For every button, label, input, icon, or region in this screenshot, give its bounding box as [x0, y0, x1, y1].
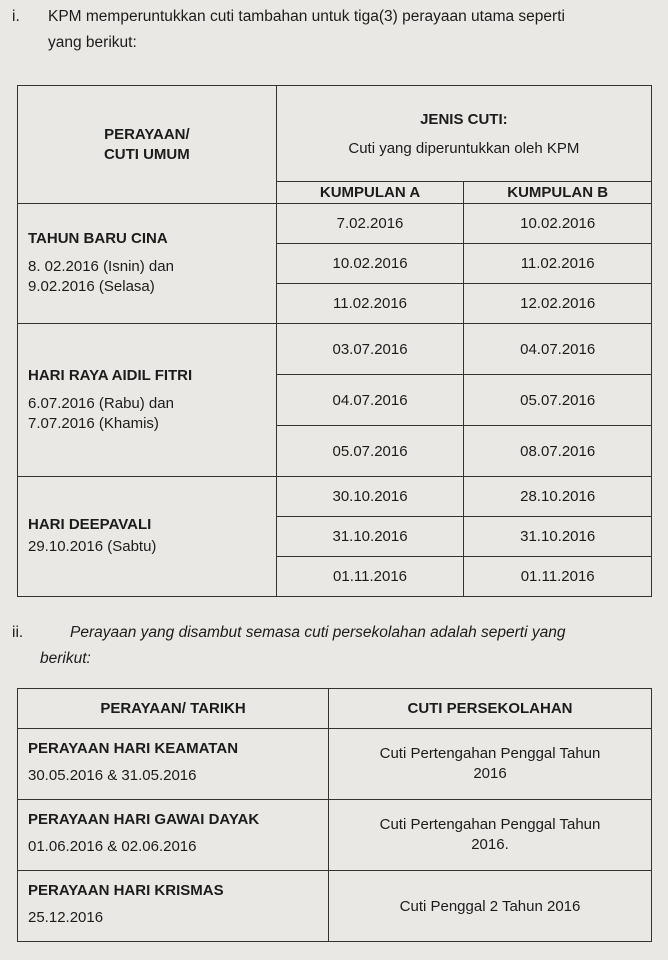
section-2-number: ii. [12, 624, 24, 641]
festival-column-header [18, 86, 277, 204]
section-2-intro [12, 620, 662, 672]
festival-date-line-1: 29.10.2016 (Sabtu) [28, 538, 157, 555]
festival-cell [18, 477, 277, 597]
leave-type-title: JENIS CUTI: [420, 110, 508, 128]
school-holiday-header: CUTI PERSEKOLAHAN [329, 689, 652, 729]
group-b-date: 31.10.2016 [464, 517, 652, 557]
holiday-line-2: 2016. [471, 836, 509, 853]
section-1-number: i. [12, 8, 20, 25]
group-b-date: 05.07.2016 [464, 375, 652, 426]
section-1-line-2: yang berikut: [48, 34, 137, 51]
festival-name: PERAYAAN HARI KRISMAS [28, 882, 224, 899]
group-b-header: KUMPULAN B [464, 182, 652, 204]
section-2-line-2: berikut: [40, 650, 91, 667]
group-a-date: 11.02.2016 [276, 284, 464, 324]
section-1-line-1: KPM memperuntukkan cuti tambahan untuk tiga(3) perayaan utama seperti [48, 8, 565, 25]
festival-name: HARI DEEPAVALI [28, 516, 152, 533]
festival-cell [18, 800, 329, 871]
leave-type-header [276, 86, 651, 182]
group-a-date: 30.10.2016 [276, 477, 464, 517]
group-b-date: 04.07.2016 [464, 324, 652, 375]
group-a-date: 7.02.2016 [276, 204, 464, 244]
festival-dates: 01.06.2016 & 02.06.2016 [28, 838, 197, 855]
group-a-date: 04.07.2016 [276, 375, 464, 426]
holiday-line-1: Cuti Pertengahan Penggal Tahun [379, 816, 601, 833]
group-a-date: 10.02.2016 [276, 244, 464, 284]
school-holiday-table [17, 688, 652, 942]
festival-name: PERAYAAN HARI GAWAI DAYAK [28, 811, 260, 828]
festival-date-line-2: 9.02.2016 (Selasa) [28, 278, 155, 295]
group-a-date: 03.07.2016 [276, 324, 464, 375]
section-2-line-1: Perayaan yang disambut semasa cuti persekolahan adalah seperti yang [70, 624, 566, 641]
festival-dates: 30.05.2016 & 31.05.2016 [28, 767, 197, 784]
festival-header-line-2: CUTI UMUM [103, 145, 190, 163]
festival-date-header: PERAYAAN/ TARIKH [18, 689, 329, 729]
festival-name: PERAYAAN HARI KEAMATAN [28, 740, 239, 757]
festival-date-line-2: 7.07.2016 (Khamis) [28, 414, 159, 432]
festival-cell [18, 324, 277, 477]
school-holiday-cell [329, 800, 652, 871]
holiday-line-2: 2016 [473, 765, 507, 782]
holiday-line-1: Cuti Pertengahan Penggal Tahun [379, 745, 601, 762]
festival-name: TAHUN BARU CINA [28, 230, 168, 247]
holiday-line-1: Cuti Penggal 2 Tahun 2016 [399, 897, 581, 915]
kpm-leave-table [17, 85, 652, 597]
group-b-date: 28.10.2016 [464, 477, 652, 517]
school-holiday-cell [329, 871, 652, 942]
group-b-date: 10.02.2016 [464, 204, 652, 244]
section-1-intro [12, 4, 662, 56]
group-a-date: 05.07.2016 [276, 426, 464, 477]
group-a-date: 31.10.2016 [276, 517, 464, 557]
festival-cell [18, 729, 329, 800]
festival-cell [18, 204, 277, 324]
festival-date-line-1: 8. 02.2016 (Isnin) dan [28, 258, 174, 275]
leave-type-subtitle: Cuti yang diperuntukkan oleh KPM [348, 139, 580, 157]
group-b-date: 01.11.2016 [464, 557, 652, 597]
school-holiday-cell [329, 729, 652, 800]
festival-header-line-1: PERAYAAN/ [104, 125, 190, 143]
group-b-date: 12.02.2016 [464, 284, 652, 324]
festival-name: HARI RAYA AIDIL FITRI [28, 366, 193, 384]
group-a-header: KUMPULAN A [276, 182, 464, 204]
festival-dates: 25.12.2016 [28, 909, 104, 926]
group-b-date: 08.07.2016 [464, 426, 652, 477]
group-b-date: 11.02.2016 [464, 244, 652, 284]
festival-cell [18, 871, 329, 942]
group-a-date: 01.11.2016 [276, 557, 464, 597]
festival-date-line-1: 6.07.2016 (Rabu) dan [28, 394, 174, 412]
